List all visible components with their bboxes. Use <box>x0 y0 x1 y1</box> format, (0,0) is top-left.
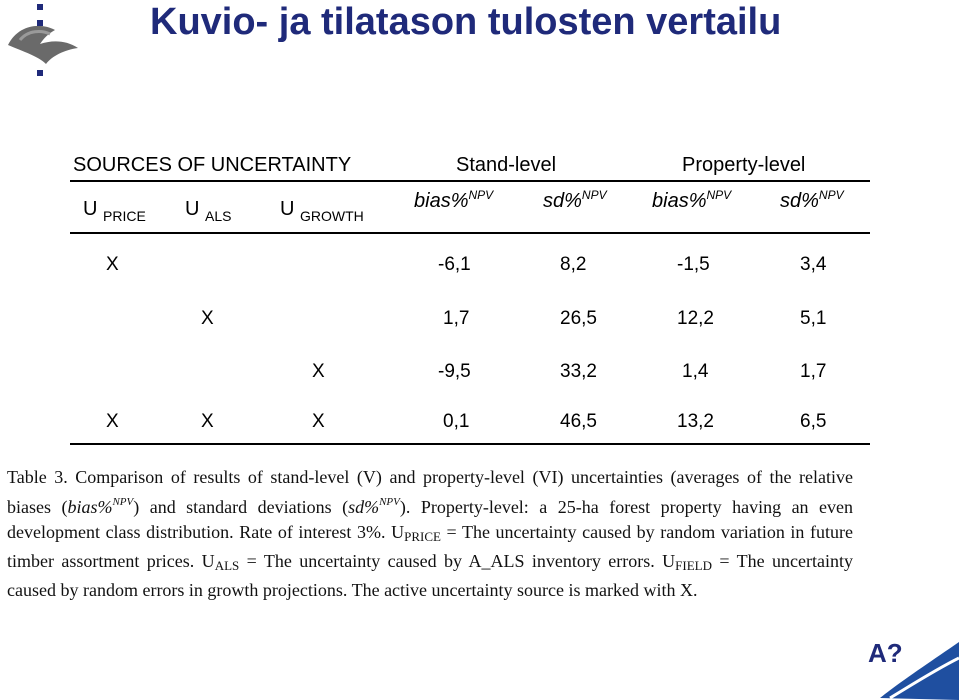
property-level-header: Property-level <box>682 154 806 176</box>
slide-title: Kuvio- ja tilatason tulosten vertailu <box>150 1 782 43</box>
cell-property-sd: 5,1 <box>800 308 827 329</box>
svg-text:A?: A? <box>868 638 903 668</box>
cell-property-sd: 6,5 <box>800 411 827 432</box>
stand-bias-header: bias%$^{NPV}$ <box>414 188 494 212</box>
cell-property-sd: 3,4 <box>800 254 827 275</box>
cell-stand-sd: 26,5 <box>560 308 597 329</box>
cell-stand-bias: -9,5 <box>438 361 471 382</box>
property-sd-header: sd%$^{NPV}$ <box>780 188 844 212</box>
cell-price: X <box>106 254 119 275</box>
cell-stand-bias: 0,1 <box>443 411 470 432</box>
stand-sd-header: sd%$^{NPV}$ <box>543 188 607 212</box>
cell-growth: X <box>312 361 325 382</box>
table-row <box>70 349 870 399</box>
cell-stand-sd: 46,5 <box>560 411 597 432</box>
cell-property-bias: 12,2 <box>677 308 714 329</box>
cell-price: X <box>106 411 119 432</box>
uncertainty-table <box>70 150 870 445</box>
cell-property-bias: 13,2 <box>677 411 714 432</box>
a-question-sail-logo <box>860 632 959 700</box>
helsinki-flame-logo <box>0 0 90 90</box>
table-row <box>70 234 870 294</box>
cell-property-bias: 1,4 <box>682 361 709 382</box>
cell-stand-sd: 33,2 <box>560 361 597 382</box>
cell-als: X <box>201 411 214 432</box>
table-caption: Table 3. Comparison of results of stand-level (V) and property-level (VI) uncertainties (averages of the relative biases (bias%$^{NPV}$) and standard deviations (sd%$^{NPV}$). Property-level: a 25-ha forest property having an even development class distribution. Rate of interest 3%. UPRICE = The uncertainty caused by random variation in future timber assortment prices. UALS = The uncertainty caused by A_ALS inventory errors. UFIELD = The uncertainty caused by random errors in growth projections. The active uncertainty source is marked with X. <box>7 467 854 600</box>
table-row <box>70 294 870 349</box>
u-growth-header: U $_{GROWTH}$ <box>280 198 364 224</box>
table-header-groups <box>70 150 870 182</box>
cell-stand-sd: 8,2 <box>560 254 587 275</box>
cell-property-sd: 1,7 <box>800 361 827 382</box>
cell-als: X <box>201 308 214 329</box>
sources-header: SOURCES OF UNCERTAINTY <box>73 154 352 176</box>
stand-level-header: Stand-level <box>456 154 557 176</box>
cell-stand-bias: -6,1 <box>438 254 471 275</box>
cell-stand-bias: 1,7 <box>443 308 470 329</box>
u-als-header: U $_{ALS}$ <box>185 198 232 224</box>
cell-growth: X <box>312 411 325 432</box>
property-bias-header: bias%$^{NPV}$ <box>652 188 732 212</box>
u-price-header: U $_{PRICE}$ <box>83 198 146 224</box>
cell-property-bias: -1,5 <box>677 254 710 275</box>
table-header-columns <box>70 182 870 234</box>
table-row <box>70 399 870 445</box>
